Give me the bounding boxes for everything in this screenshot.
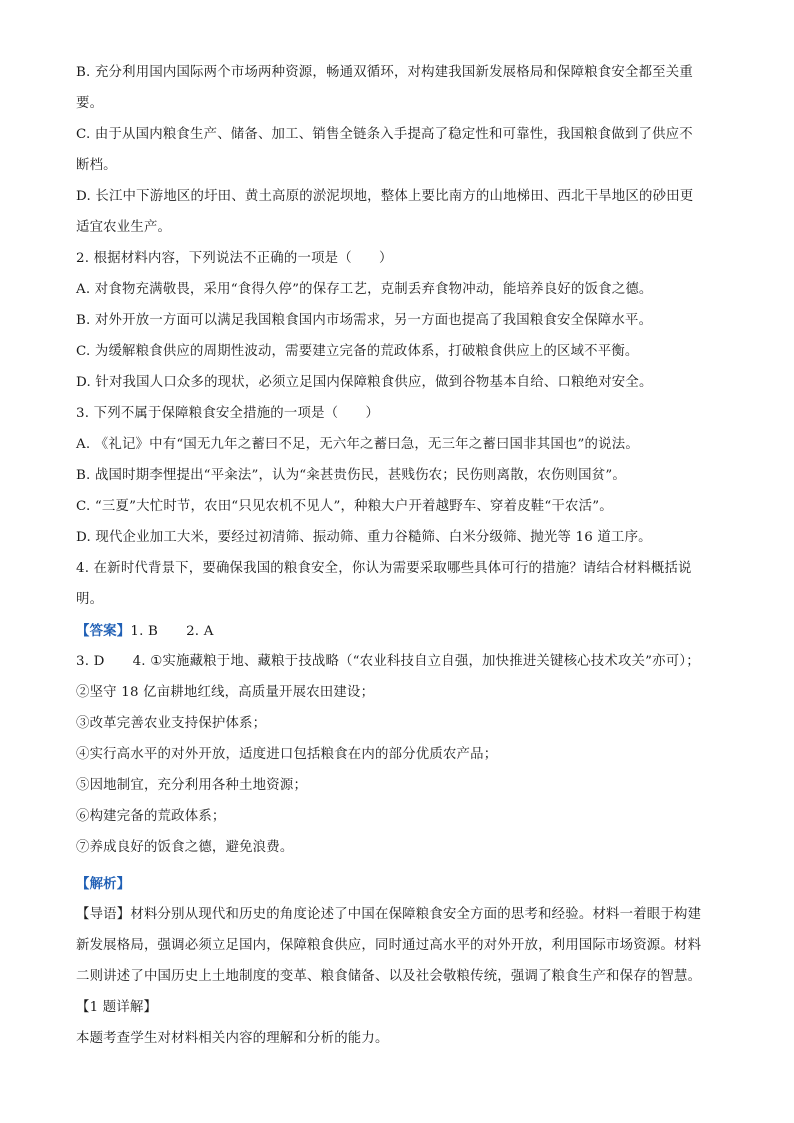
answer-2: 2. A	[186, 624, 214, 639]
answer-3: 3. D	[76, 654, 105, 669]
analysis-heading: 【解析】	[76, 876, 131, 892]
q1-option-c-line1: C. 由于从国内粮食生产、储备、加工、销售全链条入手提高了稳定性和可靠性，我国粮食做到了供应不	[76, 127, 693, 142]
guide-line1: 【导语】材料分别从现代和历史的角度论述了中国在保障粮食安全方面的思考和经验。材料一着眼于构建	[76, 907, 702, 922]
q4-stem-line2: 明。	[76, 592, 104, 607]
detail-heading: 【1 题详解】	[76, 1000, 158, 1015]
q3-option-c: C. “三夏”大忙时节，农田“只见农机不见人”，种粮大户开着越野车、穿着皮鞋“干农活”。	[76, 499, 613, 514]
answer-point: ④实行高水平的对外开放，适度进口包括粮食在内的部分优质农产品；	[76, 747, 498, 762]
q2-option-d: D. 针对我国人口众多的现状，必须立足国内保障粮食供应，做到谷物基本自给、口粮绝对安全。	[76, 375, 653, 390]
answer-point: ⑦养成良好的饭食之德，避免浪费。	[76, 840, 294, 855]
q3-option-d: D. 现代企业加工大米，要经过初清筛、振动筛、重力谷糙筛、白米分级筛、抛光等 16 道工序。	[76, 530, 652, 545]
answer-point: ⑤因地制宜，充分利用各种土地资源；	[76, 778, 308, 793]
detail-text: 本题考查学生对材料相关内容的理解和分析的能力。	[76, 1031, 389, 1046]
guide-line3: 二则讲述了中国历史上土地制度的变革、粮食储备、以及社会敬粮传统，强调了粮食生产和保存的智慧。	[76, 969, 702, 984]
q1-option-c-line2: 断档。	[76, 158, 117, 173]
answer-1: 1. B	[130, 624, 159, 639]
q3-option-a: A. 《礼记》中有“国无九年之蓄曰不足，无六年之蓄曰急，无三年之蓄曰国非其国也”的说法。	[76, 437, 639, 452]
q2-option-b: B. 对外开放一方面可以满足我国粮食国内市场需求，另一方面也提高了我国粮食安全保障水平。	[76, 313, 653, 328]
q2-option-c: C. 为缓解粮食供应的周期性波动，需要建立完备的荒政体系，打破粮食供应上的区域不平衡。	[76, 344, 639, 359]
answer-4-lead: 4. ①实施藏粮于地、藏粮于技战略（“农业科技自立自强，加快推进关键核心技术攻关”亦可）；	[132, 654, 700, 669]
answer-row-2	[76, 654, 700, 670]
answer-point: ②坚守 18 亿亩耕地红线，高质量开展农田建设；	[76, 685, 375, 700]
q1-option-b-line2: 要。	[76, 96, 104, 111]
q2-option-a: A. 对食物充满敬畏，采用“食得久停”的保存工艺，克制丢弃食物冲动，能培养良好的饭食之德。	[76, 282, 653, 297]
answer-label: 【答案】	[76, 623, 131, 639]
guide-line2: 新发展格局，强调必须立足国内，保障粮食供应，同时通过高水平的对外开放，利用国际市场资源。材料	[76, 938, 702, 953]
q3-stem: 3. 下列不属于保障粮食安全措施的一项是（ ）	[76, 406, 380, 421]
answer-point: ③改革完善农业支持保护体系；	[76, 716, 267, 731]
q4-stem-line1: 4. 在新时代背景下，要确保我国的粮食安全，你认为需要采取哪些具体可行的措施？请结合材料概括说	[76, 561, 692, 576]
q1-option-d-line1: D. 长江中下游地区的圩田、黄土高原的淤泥坝地，整体上要比南方的山地梯田、西北干旱地区的砂田更	[76, 189, 694, 204]
answer-row-1	[76, 623, 214, 640]
answer-point: ⑥构建完备的荒政体系；	[76, 809, 226, 824]
q1-option-d-line2: 适宜农业生产。	[76, 220, 172, 235]
q1-option-b-line1: B. 充分利用国内国际两个市场两种资源，畅通双循环，对构建我国新发展格局和保障粮食安全都至关重	[76, 65, 693, 80]
q3-option-b: B. 战国时期李悝提出“平籴法”，认为“籴甚贵伤民，甚贱伤农；民伤则离散，农伤则国贫”。	[76, 468, 626, 483]
q2-stem: 2. 根据材料内容，下列说法不正确的一项是（ ）	[76, 251, 393, 266]
